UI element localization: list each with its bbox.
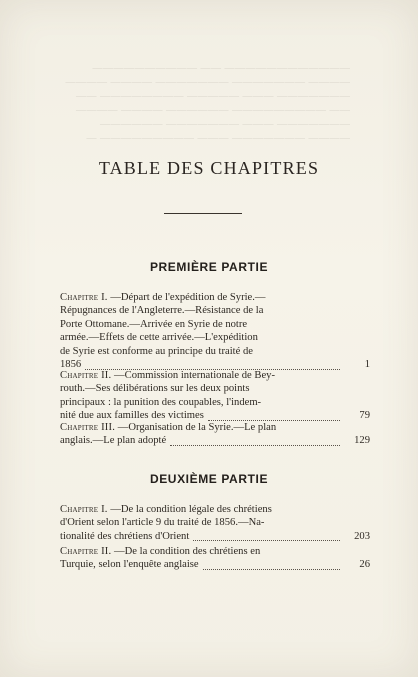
dot-leader <box>193 531 340 541</box>
chapter-text: armée.—Effets de cette arrivée.—L'expédition <box>60 332 258 344</box>
chapter-text: anglais.—Le plan adopté <box>60 435 167 447</box>
page-title: TABLE DES CHAPITRES <box>98 158 320 178</box>
chapter-text: principaux : la punition des coupables, l'indem- <box>60 396 262 408</box>
chapter-text: d'Orient selon l'article 9 du traité de 1856.—Na- <box>60 517 265 529</box>
bleed-through-text: ———————————— —— —————————— ———— ——————— ——————— ———— ———— ——————— ——— ————— ———————— —— —— ————————— —————— ———— ———— ——————— ——— ——————— —————— ———— ——————— ——— ————————— — <box>65 63 350 144</box>
chapter-text: —De la condition des chrétiens en <box>114 546 261 557</box>
chapter-label: Chapitre III. <box>60 422 116 433</box>
chapter-label: Chapitre II. <box>60 546 112 557</box>
chapter-entry <box>60 545 370 572</box>
chapter-text: —De la condition légale des chrétiens <box>110 504 272 515</box>
chapter-text: —Organisation de la Syrie.—Le plan <box>117 422 277 433</box>
chapter-label: Chapitre I. <box>60 292 108 303</box>
dot-leader <box>203 560 340 570</box>
title-rule <box>164 213 242 214</box>
chapter-text: de Syrie est conforme au principe du traité de <box>60 345 253 357</box>
chapter-text: Répugnances de l'Angleterre.—Résistance de la <box>60 305 264 317</box>
chapter-text: —Départ de l'expédition de Syrie.— <box>110 292 266 303</box>
page-number: 1 <box>364 358 370 370</box>
chapter-text: —Commission internationale de Bey- <box>114 370 275 381</box>
chapter-entry <box>60 369 370 423</box>
chapter-text: tionalité des chrétiens d'Orient <box>60 530 190 542</box>
chapter-label: Chapitre I. <box>60 504 108 515</box>
page-number: 79 <box>359 410 370 422</box>
dot-leader <box>170 436 340 446</box>
chapter-text: Turquie, selon l'enquête anglaise <box>60 559 199 571</box>
chapter-label: Chapitre II. <box>60 370 112 381</box>
page-number: 26 <box>359 559 370 571</box>
dot-leader <box>208 411 340 421</box>
chapter-entry <box>60 291 370 371</box>
chapter-text: routh.—Ses délibérations sur les deux points <box>60 383 250 395</box>
page-number: 203 <box>354 530 370 542</box>
part-heading-1: PREMIÈRE PARTIE <box>149 260 269 274</box>
chapter-entry <box>60 421 370 448</box>
chapter-entry <box>60 503 370 543</box>
chapter-text: 1856 <box>60 358 82 370</box>
page-number: 129 <box>354 435 370 447</box>
chapter-text: Porte Ottomane.—Arrivée en Syrie de notre <box>60 318 248 330</box>
chapter-text: nité due aux familles des victimes <box>60 410 204 422</box>
part-heading-2: DEUXIÈME PARTIE <box>149 472 269 486</box>
